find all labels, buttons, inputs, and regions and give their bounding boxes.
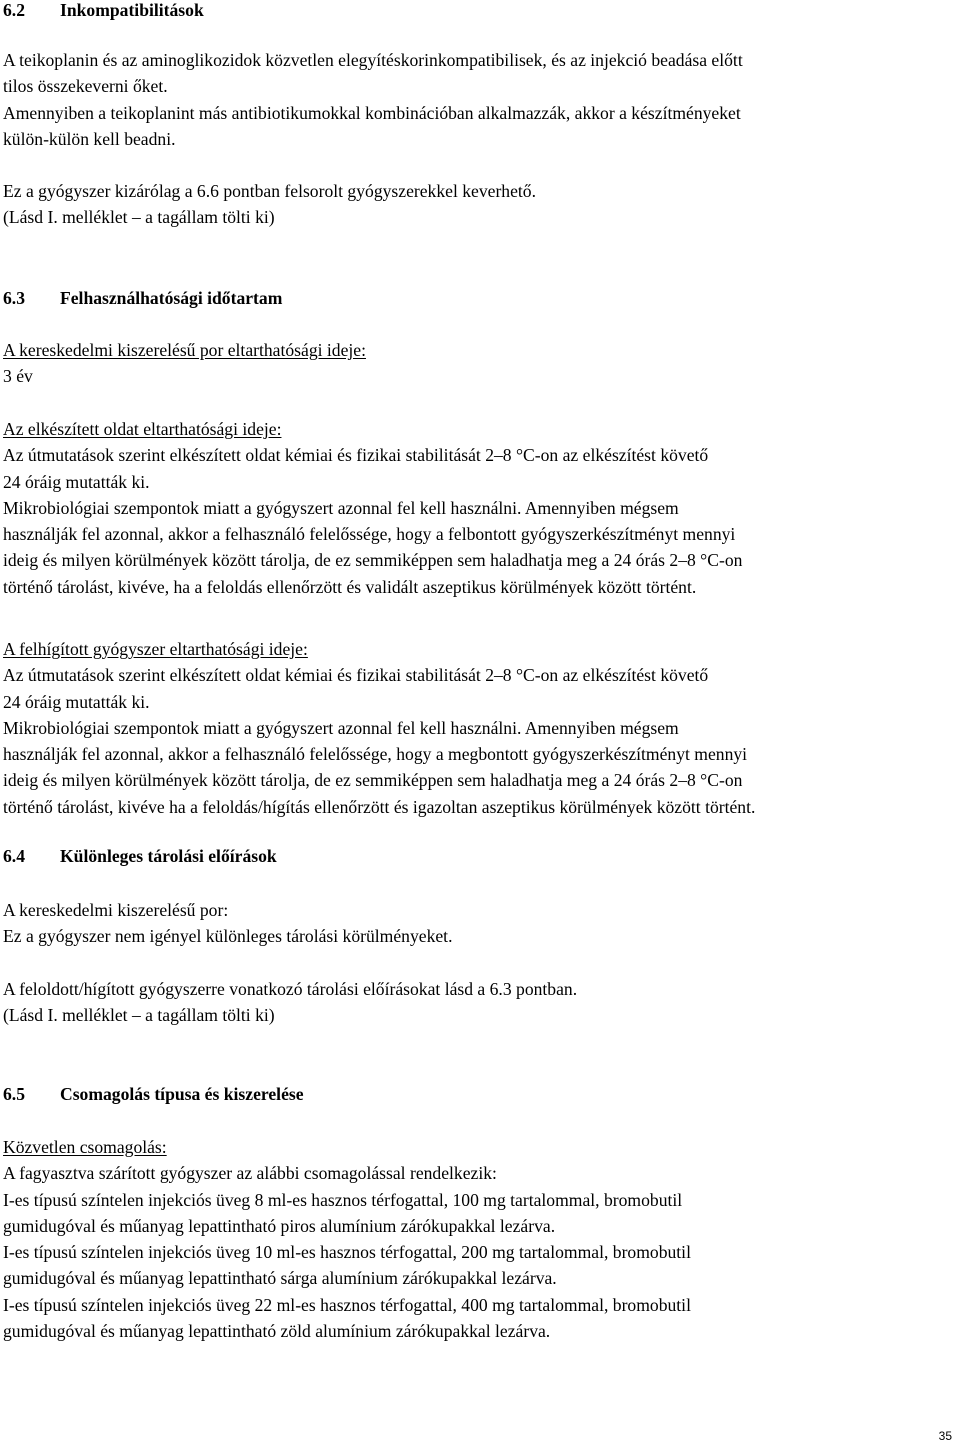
subheading-underlined: A kereskedelmi kiszerelésű por eltarthatósági ideje: [3,340,366,360]
text-line: ideig és milyen körülmények között tárolja, de ez semmiképpen sem haladhatja meg a 24 órás 2–8 °C-on [3,550,743,571]
text-line: (Lásd I. melléklet – a tagállam tölti ki) [3,207,275,228]
text-line: gumidugóval és műanyag lepattintható sárga alumínium zárókupakkal lezárva. [3,1268,557,1289]
section-number: 6.5 [3,1084,25,1104]
text-line: használják fel azonnal, akkor a felhasználó felelőssége, hogy a felbontott gyógyszerkészítményt mennyi [3,524,736,545]
text-line: A feloldott/hígított gyógyszerre vonatkozó tárolási előírásokat lásd a 6.3 pontban. [3,979,578,999]
text-line: I-es típusú színtelen injekciós üveg 8 ml-es hasznos térfogattal, 100 mg tartalommal, bromobutil [3,1189,683,1210]
section-number: 6.3 [3,288,25,308]
text-line: 24 óráig mutatták ki. [3,471,150,492]
text-line: Az útmutatások szerint elkészített oldat kémiai és fizikai stabilitását 2–8 °C-on az elkészítést követő [3,445,709,466]
subheading-underlined: A felhígított gyógyszer eltarthatósági ideje: [3,639,308,659]
paragraph [3,897,958,950]
section-heading [3,285,958,311]
text-line: Ez a gyógyszer kizárólag a 6.6 pontban felsorolt gyógyszerekkel keverhető. [3,181,536,201]
section-title: Különleges tárolási előírások [60,846,277,866]
section-heading [3,0,958,23]
text-line: használják fel azonnal, akkor a felhasználó felelőssége, hogy a megbontott gyógyszerkészítményt mennyi [3,744,748,765]
section-title: Felhasználhatósági időtartam [60,288,283,308]
paragraph [3,416,958,600]
text-line: 24 óráig mutatták ki. [3,691,150,712]
paragraph [3,636,958,820]
text-line: I-es típusú színtelen injekciós üveg 10 ml-es hasznos térfogattal, 200 mg tartalommal, bromobutil [3,1242,691,1263]
text-line: A fagyasztva szárított gyógyszer az alábbi csomagolással rendelkezik: [3,1163,497,1184]
text-line: Mikrobiológiai szempontok miatt a gyógyszert azonnal fel kell használni. Amennyiben mégsem [3,717,679,738]
subheading-underlined: Közvetlen csomagolás: [3,1137,167,1157]
text-line: A teikoplanin és az aminoglikozidok közvetlen elegyítéskorinkompatibilisek, és az injekció beadása előtt [3,50,743,70]
text-line: Az útmutatások szerint elkészített oldat kémiai és fizikai stabilitását 2–8 °C-on az elkészítést követő [3,665,709,686]
section-6-3 [3,285,958,311]
paragraph [3,976,958,1029]
section-heading [3,843,958,869]
subheading-underlined: Az elkészített oldat eltarthatósági ideje: [3,419,282,439]
paragraph [3,337,958,390]
text-line: Amennyiben a teikoplanint más antibiotikumokkal kombinációban alkalmazzák, akkor a készítményeket [3,102,741,123]
text-line: Ez a gyógyszer nem igényel különleges tárolási körülményeket. [3,926,453,947]
text-line: történő tárolást, kivéve, ha a feloldás ellenőrzött és validált aszeptikus körülmények között történt. [3,576,697,597]
text-line: A kereskedelmi kiszerelésű por: [3,900,229,920]
text-line: gumidugóval és műanyag lepattintható zöld alumínium zárókupakkal lezárva. [3,1321,551,1342]
section-number: 6.4 [3,846,25,866]
page-number: 35 [938,1429,952,1443]
text-line: 3 év [3,366,33,387]
text-line: gumidugóval és műanyag lepattintható piros alumínium zárókupakkal lezárva. [3,1215,556,1236]
paragraph [3,1134,958,1344]
text-line: ideig és milyen körülmények között tárolja, de ez semmiképpen sem haladhatja meg a 24 órás 2–8 °C-on [3,770,743,791]
paragraph [3,178,958,231]
section-6-5 [3,1081,958,1107]
text-line: Mikrobiológiai szempontok miatt a gyógyszert azonnal fel kell használni. Amennyiben mégsem [3,497,679,518]
text-line: történő tárolást, kivéve ha a feloldás/hígítás ellenőrzött és igazoltan aszeptikus körülmények között történt. [3,796,756,817]
text-line: külön-külön kell beadni. [3,128,176,149]
section-heading [3,1081,958,1107]
section-6-2 [3,0,958,23]
section-number: 6.2 [3,0,25,20]
section-6-4 [3,843,958,869]
text-line: tilos összekeverni őket. [3,76,168,97]
text-line: I-es típusú színtelen injekciós üveg 22 ml-es hasznos térfogattal, 400 mg tartalommal, bromobutil [3,1294,691,1315]
section-title: Inkompatibilitások [60,0,204,20]
paragraph [3,47,958,152]
text-line: (Lásd I. melléklet – a tagállam tölti ki) [3,1005,275,1026]
section-title: Csomagolás típusa és kiszerelése [60,1084,304,1104]
